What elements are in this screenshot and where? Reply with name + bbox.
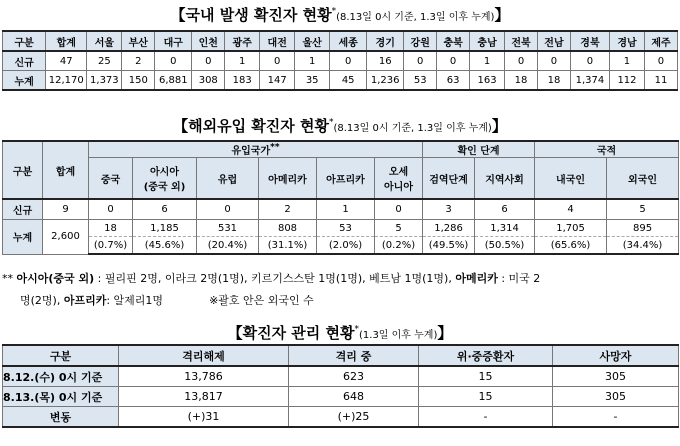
origin-footnote-line1: ** 아시아(중국 외) : 필리핀 2명, 이라크 2명(1명), 키르기스스탄 1명(1명), 베트남 1명(1명), 아메리카 : 미국 2 — [2, 272, 541, 285]
domestic-title: 【국내 발생 확진자 현황*(8.13일 0시 기준, 1.3일 이후 누계)】 — [170, 6, 510, 24]
subheader-row: 중국 아시아 (중국 외) 유럽 아메리카 아프리카 오세 아니아 검역단계 지역사회 내국인 외국인 — [3, 158, 679, 200]
table-row: 8.12.(수) 0시 기준 13,786 623 15 305 — [3, 366, 679, 387]
management-title: 【확진자 관리 현황*(1.3일 이후 누계)】 — [227, 324, 453, 342]
origin-footnote-line2: 명(2명), 아프리카: 알제리1명 ※괄호 안은 외국인 수 — [20, 294, 314, 307]
overseas-cases-table — [2, 140, 679, 255]
case-management-table — [2, 344, 679, 428]
table-row-percent: (0.7%) (45.6%) (20.4%) (31.1%) (2.0%) (0.2%) (49.5%) (50.5%) (65.6%) (34.4%) — [3, 237, 679, 255]
table-row: 누계 12,170 1,373 150 6,881 308 183 147 35 45 1,236 53 63 163 18 18 1,374 112 11 — [3, 71, 678, 91]
table-row: 변동 (+)31 (+)25 - - — [3, 407, 679, 428]
header-row: 구분 합계 서울 부산 대구 인천 광주 대전 울산 세종 경기 강원 충북 충남 전북 전남 경북 경남 제주 — [3, 31, 678, 51]
domestic-cases-table — [2, 30, 678, 91]
table-row: 8.13.(목) 0시 기준 13,817 648 15 305 — [3, 387, 679, 407]
table-row: 누계 2,600 18 1,185 531 808 53 5 1,286 1,314 1,705 895 — [3, 220, 679, 237]
table-row: 신규 9 0 6 0 2 1 0 3 6 4 5 — [3, 199, 679, 220]
overseas-title: 【해외유입 확진자 현황*(8.13일 0시 기준, 1.3일 이후 누계)】 — [173, 117, 507, 135]
header-row: 구분 합계 유입국가** 확인 단계 국적 — [3, 141, 679, 158]
table-row: 신규 47 25 2 0 0 1 0 1 0 16 0 0 1 0 0 0 1 0 — [3, 51, 678, 71]
header-row: 구분 격리해제 격리 중 위·중증환자 사망자 — [3, 345, 679, 366]
